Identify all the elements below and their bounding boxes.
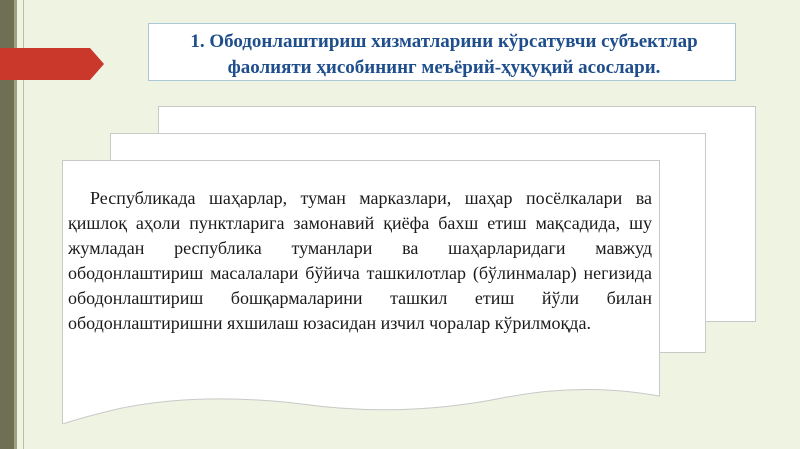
slide-title: 1. Ободонлаштириш хизматларини кўрсатувчи субъектлар фаолияти ҳисобининг меъёрий-ҳуқуқий асослари. <box>190 31 698 78</box>
body-paragraph: Республикада шаҳарлар, туман марказлари, шаҳар посёлкалари ва қишлоқ аҳоли пунктларига замонавий қиёфа бахш етиш мақсадида, шу жумладан республика туманлари ва шаҳарларидаги мавжуд ободонлаштириш масалалари бўйича ташкилотлар (бўлинмалар) негизида ободонлаштириш бошқармаларини ташкил етиш йўли билан ободонлаштиришни яхшилаш юзасидан изчил чоралар кўрилмоқда. <box>68 188 652 333</box>
red-arrow-shape <box>0 48 104 80</box>
